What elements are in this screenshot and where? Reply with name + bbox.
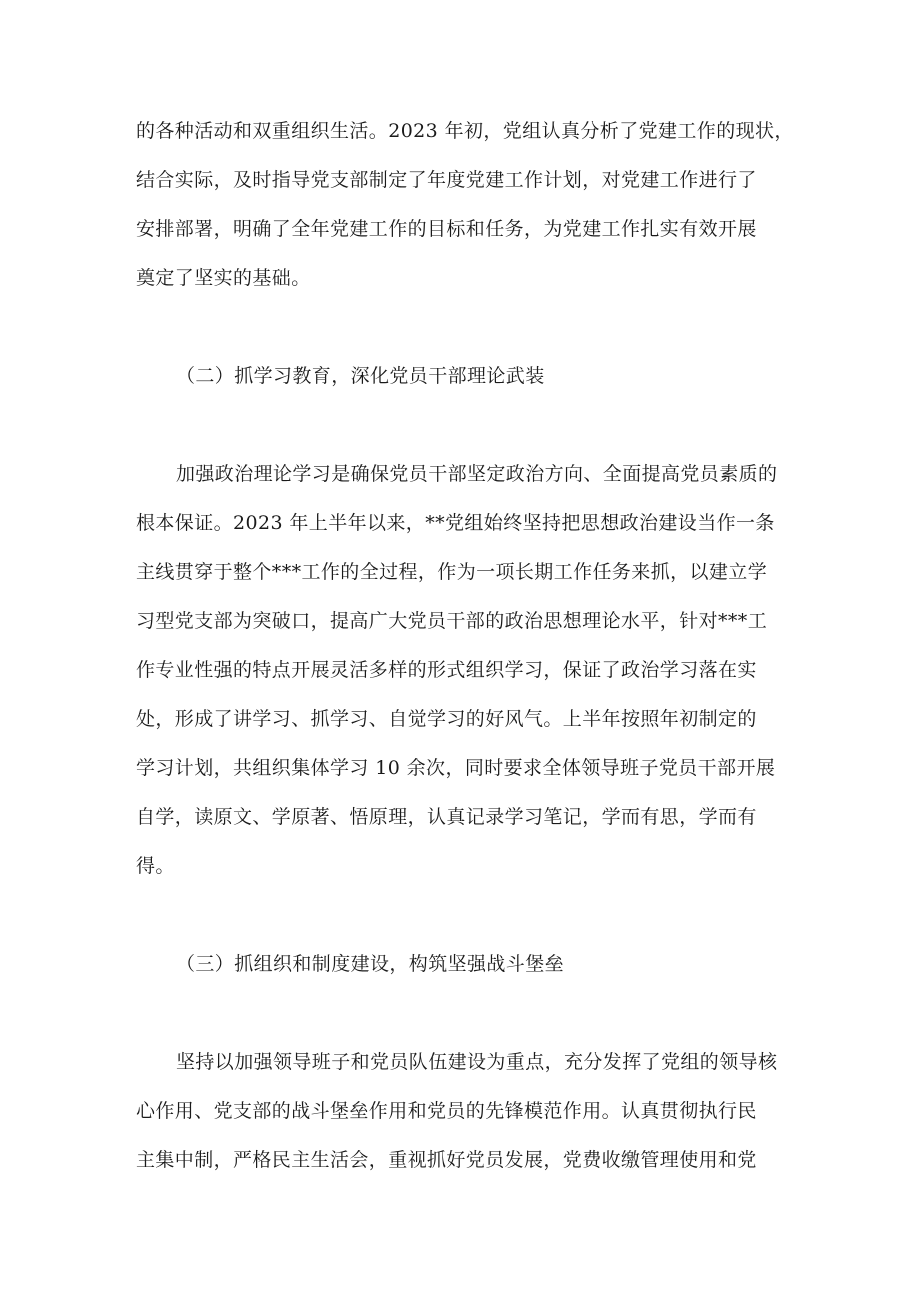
text-line: 加强政治理论学习是确保党员干部坚定政治方向、全面提高党员素质的 <box>176 463 778 485</box>
text-line: 坚持以加强领导班子和党员队伍建设为重点，充分发挥了党组的领导核 <box>176 1051 778 1073</box>
section-heading-3: （三）抓组织和制度建设，构筑坚强战斗堡垒 <box>176 953 565 975</box>
text-line: 作专业性强的特点开展灵活多样的形式组织学习，保证了政治学习落在实 <box>136 659 757 681</box>
text-line: 奠定了坚实的基础。 <box>136 267 311 289</box>
text-line: 处，形成了讲学习、抓学习、自觉学习的好风气。上半年按照年初制定的 <box>136 708 757 730</box>
text-line: 主线贯穿于整个***工作的全过程，作为一项长期工作任务来抓，以建立学 <box>136 561 768 583</box>
text-line: 学习计划，共组织集体学习 10 余次，同时要求全体领导班子党员干部开展 <box>136 757 776 779</box>
text-line: 主集中制，严格民主生活会，重视抓好党员发展，党费收缴管理使用和党 <box>136 1149 757 1171</box>
text-line: 习型党支部为突破口，提高广大党员干部的政治思想理论水平，针对***工 <box>136 610 768 632</box>
text-line: 得。 <box>136 855 175 877</box>
text-line: 结合实际，及时指导党支部制定了年度党建工作计划，对党建工作进行了 <box>136 169 757 191</box>
text-line: 的各种活动和双重组织生活。2023 年初，党组认真分析了党建工作的现状， <box>136 120 794 142</box>
section-heading-2: （二）抓学习教育，深化党员干部理论武装 <box>176 365 545 387</box>
text-line: 安排部署，明确了全年党建工作的目标和任务，为党建工作扎实有效开展 <box>136 218 757 240</box>
text-line: 根本保证。2023 年上半年以来，**党组始终坚持把思想政治建设当作一条 <box>136 512 775 534</box>
text-line: 自学，读原文、学原著、悟原理，认真记录学习笔记，学而有思，学而有 <box>136 806 757 828</box>
text-line: 心作用、党支部的战斗堡垒作用和党员的先锋模范作用。认真贯彻执行民 <box>136 1100 757 1122</box>
